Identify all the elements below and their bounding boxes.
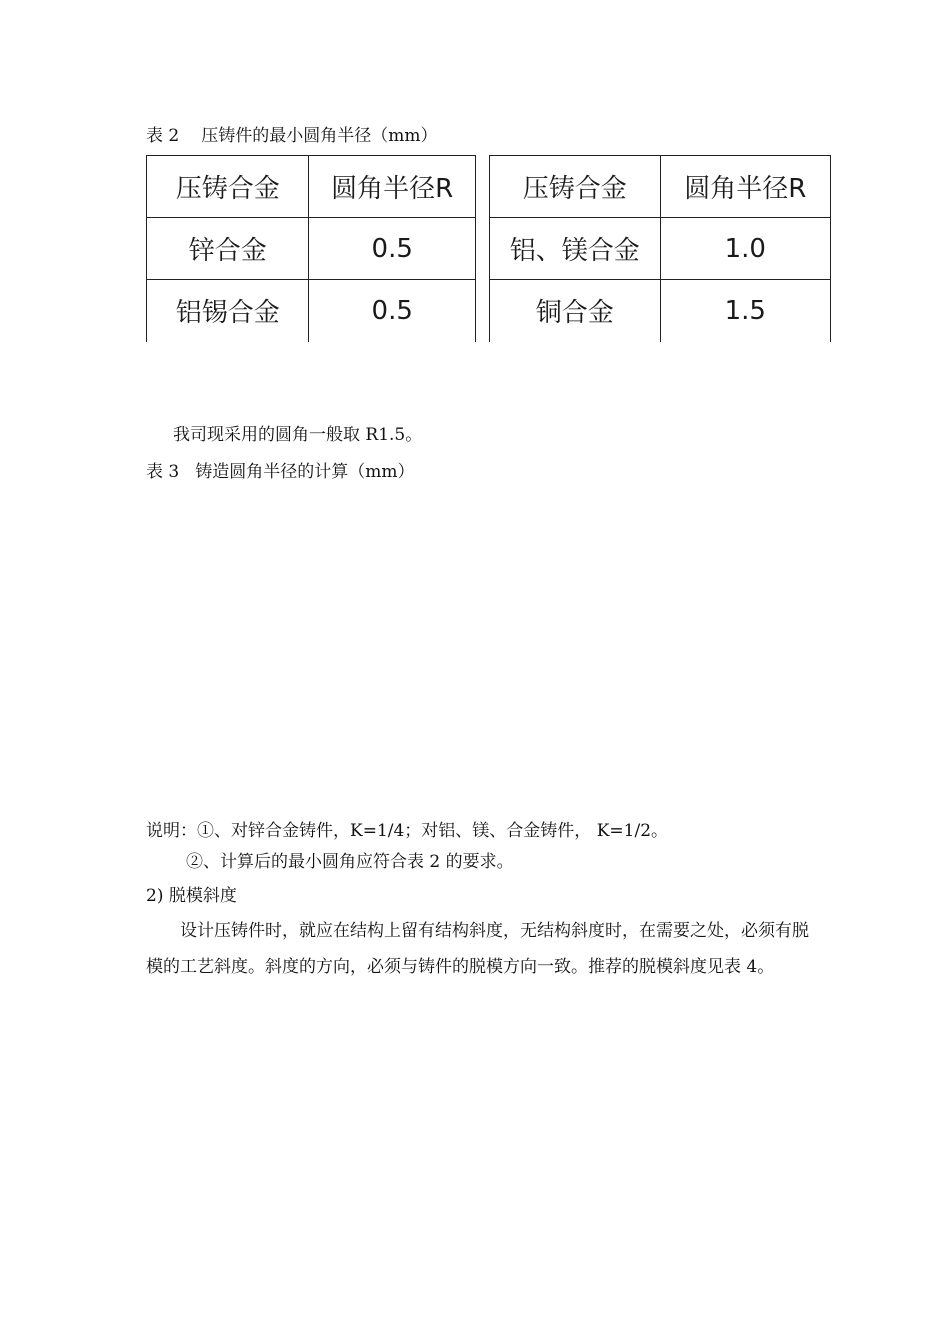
table-header-row bbox=[147, 156, 476, 218]
table-header-cell: 压铸合金 bbox=[490, 156, 661, 218]
table-header-cell: 压铸合金 bbox=[147, 156, 309, 218]
explanation-note-2: ②、计算后的最小圆角应符合表 2 的要求。 bbox=[186, 852, 514, 872]
table2-caption bbox=[146, 125, 437, 147]
table2-left bbox=[146, 155, 476, 342]
table-row bbox=[147, 280, 476, 342]
table3-caption-label: 表 3 bbox=[146, 462, 180, 482]
table-cell: 铝、镁合金 bbox=[490, 218, 661, 280]
table2-caption-label: 表 2 bbox=[146, 126, 180, 146]
section-title: 2) 脱模斜度 bbox=[146, 886, 237, 906]
table-header-row bbox=[490, 156, 831, 218]
table-cell: 0.5 bbox=[309, 280, 476, 342]
table2-right bbox=[489, 155, 831, 342]
table3-caption-text: 铸造圆角半径的计算（mm） bbox=[195, 462, 415, 482]
table-header-cell: 圆角半径R bbox=[309, 156, 476, 218]
table-cell: 锌合金 bbox=[147, 218, 309, 280]
table-row bbox=[490, 280, 831, 342]
table3-caption bbox=[146, 461, 414, 483]
table2-caption-text: 压铸件的最小圆角半径（mm） bbox=[201, 126, 438, 146]
table-cell: 1.0 bbox=[660, 218, 830, 280]
table-header-cell: 圆角半径R bbox=[660, 156, 830, 218]
explanation-note-1: 说明：①、对锌合金铸件，K=1/4；对铝、镁、合金铸件， K=1/2。 bbox=[146, 821, 669, 841]
table-cell: 铝锡合金 bbox=[147, 280, 309, 342]
rounding-note: 我司现采用的圆角一般取 R1.5。 bbox=[173, 425, 423, 445]
table-row bbox=[147, 218, 476, 280]
table-cell: 1.5 bbox=[660, 280, 830, 342]
table-row bbox=[490, 218, 831, 280]
table-cell: 0.5 bbox=[309, 218, 476, 280]
section-paragraph: 设计压铸件时，就应在结构上留有结构斜度，无结构斜度时，在需要之处，必须有脱模的工艺斜度。斜度的方向，必须与铸件的脱模方向一致。推荐的脱模斜度见表 4。 bbox=[146, 921, 809, 977]
table-cell: 铜合金 bbox=[490, 280, 661, 342]
